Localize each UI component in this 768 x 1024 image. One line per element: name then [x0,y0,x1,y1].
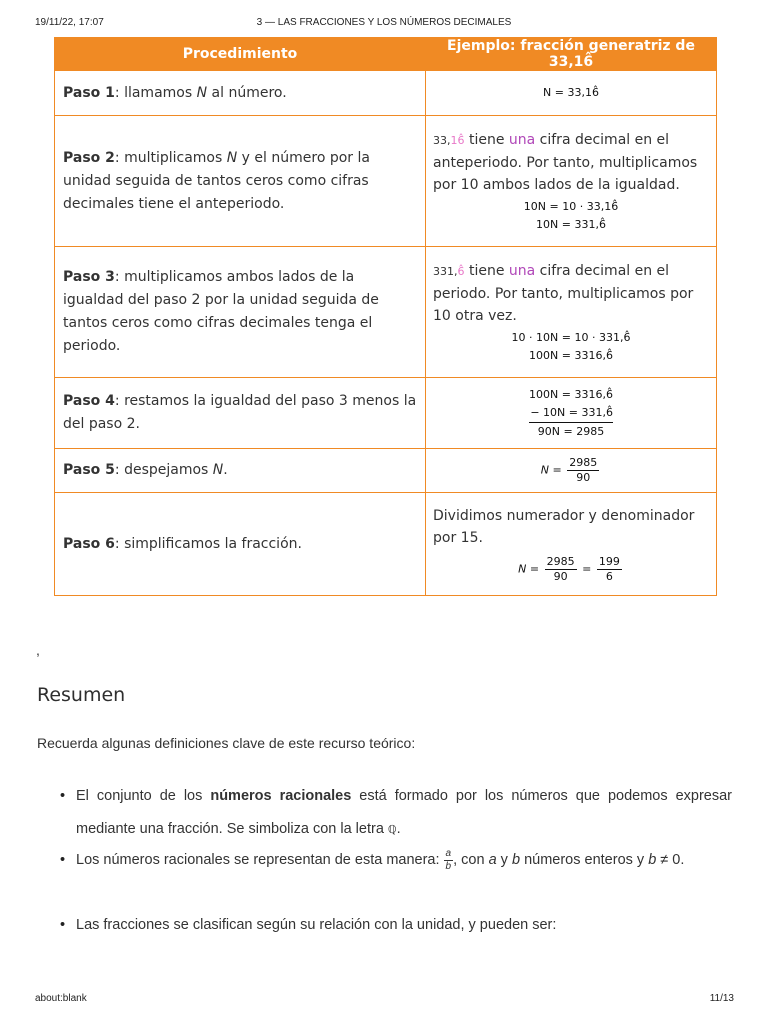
step-text: . [223,462,228,478]
example-math: N = 33,16̂ [543,86,599,99]
example-text: Dividimos numerador y denominador por 15. [433,507,695,546]
example-text [433,260,709,327]
step-cell [55,71,426,116]
step-text: : multiplicamos ambos lados de la igualdad del paso 2 por la unidad seguida de tantos ceros como cifras decimales tenga el periodo. [63,269,379,354]
example-number-highlight: 6̂ [457,264,465,278]
step-text: : simplificamos la fracción. [114,535,302,552]
item-text: ≠ 0. [656,852,685,868]
example-cell [426,71,717,116]
example-cell [426,378,717,449]
item-text: El conjunto de los [76,788,211,804]
page-number: 11/13 [709,993,734,1004]
example-math-block [433,386,709,441]
step-text: : restamos la igualdad del paso 3 menos la del paso 2. [63,393,417,432]
fraction-denominator: 90 [553,569,568,583]
step-label: Paso 6 [63,535,115,552]
table-row [55,378,717,449]
example-math [433,456,709,485]
fraction [567,456,599,485]
fraction [444,848,454,873]
example-math: 100N = 3316,6̂ [529,387,613,401]
summary-list [76,780,732,937]
example-text-part: tiene [464,131,509,148]
print-date: 19/11/22, 17:07 [35,17,104,28]
step-label: Paso 3 [63,269,115,285]
example-highlight: una [508,262,536,279]
item-text: está formado por los números que podemos expresar mediante una fracción. Se simboliza con la letra [76,788,732,837]
example-lhs: N = [518,562,540,575]
item-text: números enteros y [520,852,649,868]
example-math: − 10N = 331,6̂ [530,405,613,419]
fraction [545,555,577,584]
step-label: Paso 5 [63,462,115,478]
subtraction-stack [529,386,613,441]
step-text: y el número por la unidad seguida de tantos ceros como cifras decimales tiene el anteperiodo. [63,149,370,212]
item-var: b [511,852,521,868]
table-row [55,449,717,493]
table-row [55,116,717,247]
step-cell [55,247,426,378]
example-number: 331, [433,264,458,278]
example-text-part: cifra decimal en el periodo. Por tanto, multiplicamos por 10 otra vez. [433,262,694,324]
example-highlight: una [508,131,536,148]
procedure-table [54,37,717,596]
example-math [433,555,709,584]
fraction-denominator: b [445,860,452,872]
table-row [55,493,717,596]
item-text: Las fracciones se clasifican según su relación con la unidad, y pueden ser: [76,917,557,933]
list-item [76,913,732,937]
step-var: N [212,462,224,478]
step-cell [55,378,426,449]
fraction-numerator: a [445,847,452,859]
item-var: b [648,852,657,868]
fraction-numerator: 199 [598,554,620,568]
fraction-denominator: 6 [605,569,613,583]
item-text: y [496,852,512,868]
example-cell [426,116,717,247]
example-math: 10N = 331,6̂ [536,217,606,231]
print-title: 3 — LAS FRACCIONES Y LOS NÚMEROS DECIMALES [256,17,512,28]
item-text: , con [453,852,489,868]
rational-symbol: ℚ [387,823,397,836]
table-row [55,247,717,378]
fraction-denominator: 90 [576,471,591,484]
example-math: 10N = 10 · 33,16̂ [523,199,619,213]
example-cell [426,493,717,596]
example-math: 10 · 10N = 10 · 331,6̂ [511,330,631,344]
step-label: Paso 4 [63,393,115,409]
example-text [433,129,709,196]
section-title: Resumen [37,684,126,706]
example-cell [426,449,717,493]
example-lhs: N = [540,463,562,477]
step-label: Paso 1 [63,84,115,101]
example-math: 90N = 2985 [529,422,613,441]
step-cell [55,493,426,596]
step-var: N [226,149,238,166]
step-cell [55,449,426,493]
list-item [76,847,732,873]
example-math: 100N = 3316,6̂ [529,348,613,362]
step-var: N [196,84,208,101]
table-header-row [55,38,717,71]
example-text-part: tiene [464,262,509,279]
step-text: : llamamos [114,84,197,101]
fraction-numerator: 2985 [546,554,575,568]
example-number-highlight: 16̂ [450,133,465,147]
item-bold: números racionales [210,788,352,804]
fraction-numerator: 2985 [569,456,598,469]
example-text-part: cifra decimal en el anteperiodo. Por tanto, multiplicamos por 10 ambos lados de la igualdad. [433,131,698,193]
item-var: a [488,852,497,868]
list-item [76,780,732,846]
example-number: 33, [433,133,451,147]
item-text: Los números racionales se representan de esta manera: [76,852,444,868]
print-url: about:blank [35,993,87,1004]
col-header-example: Ejemplo: fracción generatriz de 33,16̂ [426,38,717,71]
equals-sign: = [582,562,592,575]
step-cell [55,116,426,247]
summary-intro: Recuerda algunas definiciones clave de este recurso teórico: [37,735,416,751]
step-text: : multiplicamos [114,149,227,166]
fraction [597,555,622,584]
step-label: Paso 2 [63,149,115,166]
example-cell [426,247,717,378]
item-text: . [396,821,401,837]
col-header-procedure: Procedimiento [55,38,426,71]
table-row [55,71,717,116]
step-text: : despejamos [114,462,213,478]
stray-comma: , [36,642,40,658]
step-text: al número. [207,84,287,101]
